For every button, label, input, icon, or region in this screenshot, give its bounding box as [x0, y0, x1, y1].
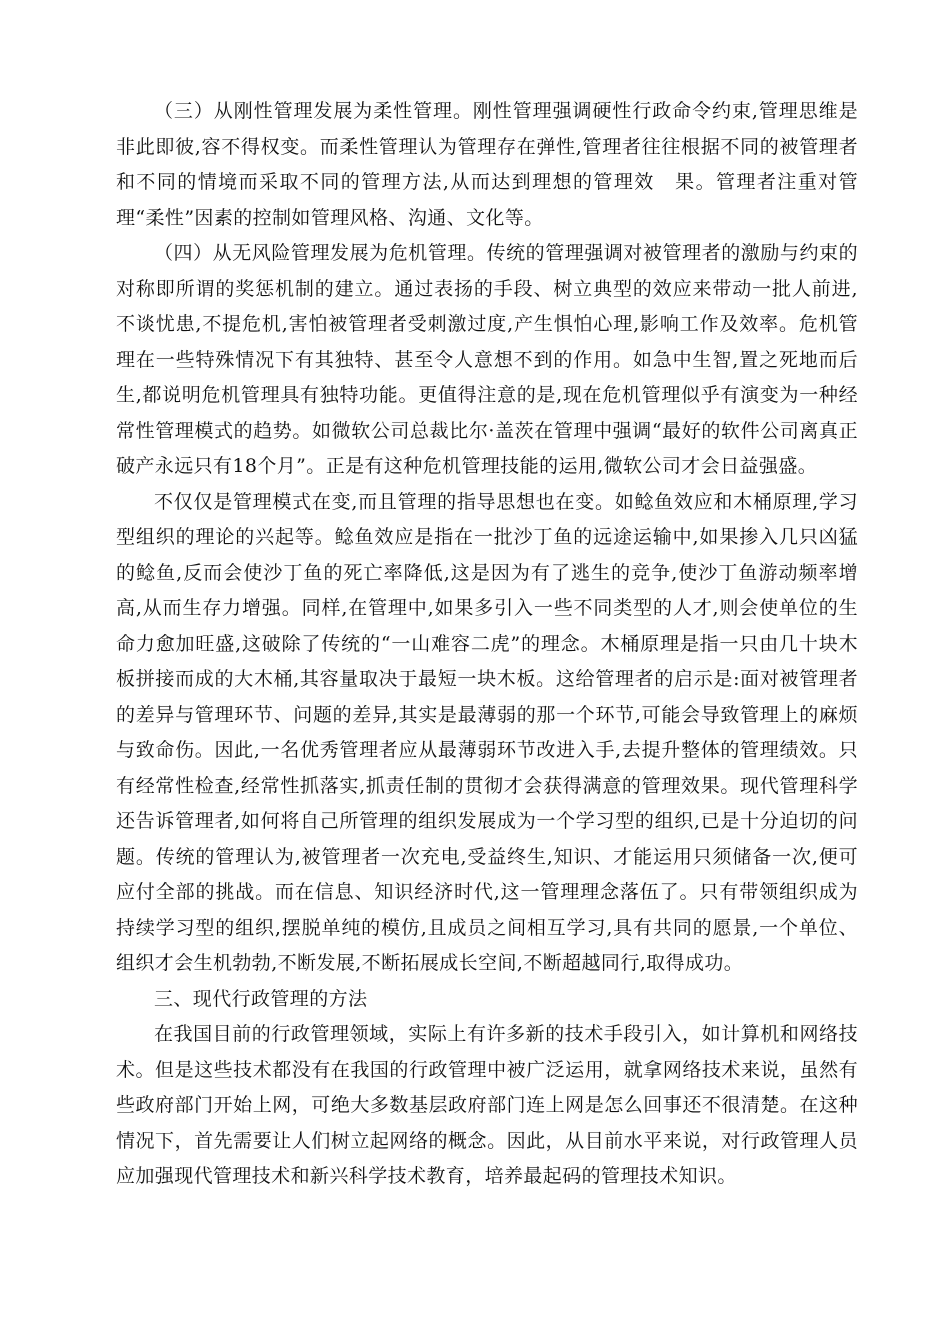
document-page	[116, 94, 858, 1195]
paragraph-technology-methods: 在我国目前的行政管理领域，实际上有许多新的技术手段引入，如计算机和网络技术。但是这些技术都没有在我国的行政管理中被广泛运用，就拿网络技术来说，虽然有些政府部门开始上网，可绝大多数基层政府部门连上网是怎么回事还不很清楚。在这种情况下，首先需要让人们树立起网络的概念。因此，从目前水平来说，对行政管理人员应加强现代管理技术和新兴科学技术教育，培养最起码的管理技术知识。	[116, 1023, 858, 1187]
paragraph-crisis-management: （四）从无风险管理发展为危机管理。传统的管理强调对被管理者的激励与约束的对称即所谓的奖惩机制的建立。通过表扬的手段、树立典型的效应来带动一批人前进,不谈忧患,不提危机,害怕被管理者受刺激过度,产生惧怕心理,影响工作及效率。危机管理在一些特殊情况下有其独特、甚至令人意想不到的作用。如急中生智,置之死地而后生,都说明危机管理具有独特功能。更值得注意的是,现在危机管理似乎有演变为一种经常性管理模式的趋势。如微软公司总裁比尔·盖茨在管理中强调“最好的软件公司离真正破产永远只有18个月”。正是有这种危机管理技能的运用,微软公司才会日益强盛。	[116, 242, 858, 477]
section-heading-methods: 三、现代行政管理的方法	[154, 987, 368, 1010]
paragraph-management-thinking: 不仅仅是管理模式在变,而且管理的指导思想也在变。如鲶鱼效应和木桶原理,学习型组织的理论的兴起等。鲶鱼效应是指在一批沙丁鱼的远途运输中,如果掺入几只凶猛的鲶鱼,反而会使沙丁鱼的死亡率降低,这是因为有了逃生的竞争,使沙丁鱼游动频率增高,从而生存力增强。同样,在管理中,如果多引入一些不同类型的人才,则会使单位的生命力愈加旺盛,这破除了传统的“一山难容二虎”的理念。木桶原理是指一只由几十块木板拼接而成的大木桶,其容量取决于最短一块木板。这给管理者的启示是:面对被管理者的差异与管理环节、问题的差异,其实是最薄弱的那一个环节,可能会导致管理上的麻烦与致命伤。因此,一名优秀管理者应从最薄弱环节改进入手,去提升整体的管理绩效。只有经常性检查,经常性抓落实,抓责任制的贯彻才会获得满意的管理效果。现代管理科学还告诉管理者,如何将自己所管理的组织发展成为一个学习型的组织,已是十分迫切的问题。传统的管理认为,被管理者一次充电,受益终生,知识、才能运用只须储备一次,便可应付全部的挑战。而在信息、知识经济时代,这一管理理念落伍了。只有带领组织成为持续学习型的组织,摆脱单纯的模仿,且成员之间相互学习,具有共同的愿景,一个单位、组织才会生机勃勃,不断发展,不断拓展成长空间,不断超越同行,取得成功。	[116, 490, 858, 974]
paragraph-flexible-management: （三）从刚性管理发展为柔性管理。刚性管理强调硬性行政命令约束,管理思维是非此即彼,容不得权变。而柔性管理认为管理存在弹性,管理者往往根据不同的被管理者和不同的情境而采取不同的管理方法,从而达到理想的管理效 果。管理者注重对管理“柔性”因素的控制如管理风格、沟通、文化等。	[116, 100, 858, 229]
